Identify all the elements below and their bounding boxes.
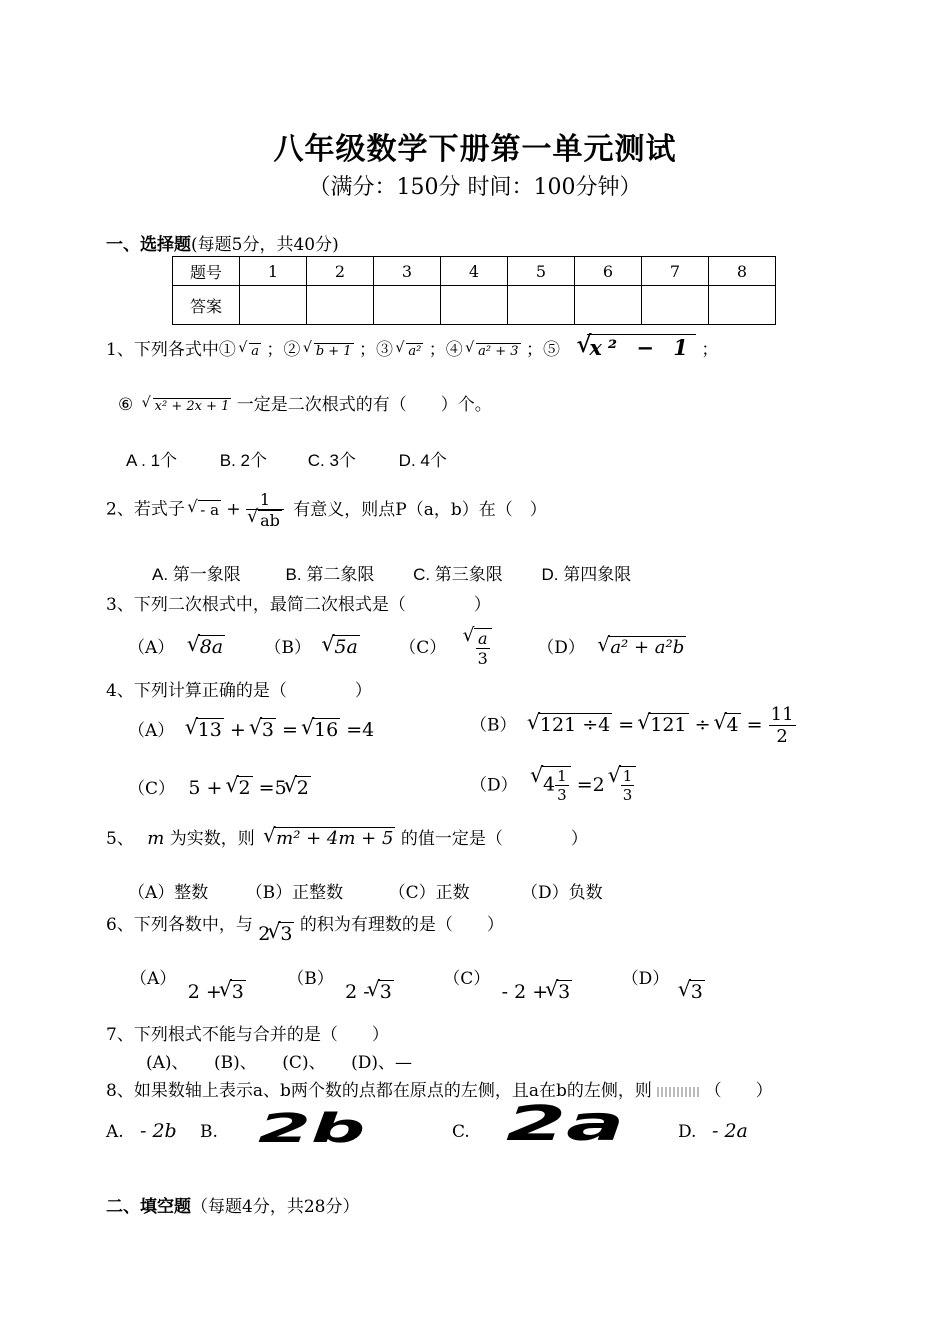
answer-table-number: 2	[307, 257, 374, 286]
q4-option-a-label: （A）	[128, 721, 175, 741]
q4-option-c-label: （C）	[128, 779, 176, 799]
q3-option-d-label[interactable]: （D）	[537, 638, 585, 658]
q1-lead: 1、下列各式中①	[106, 340, 236, 360]
question-8	[106, 1076, 773, 1101]
answer-cell[interactable]	[508, 286, 575, 325]
q2-option-a[interactable]: A. 第一象限	[152, 565, 241, 584]
answer-cell[interactable]	[240, 286, 307, 325]
q6-option-a	[188, 981, 246, 1003]
q4-d-radical1	[541, 766, 571, 804]
q5-option-d[interactable]: （D）负数	[521, 883, 603, 903]
q5-lead: 5、	[106, 829, 134, 849]
q4-option-c-expr	[180, 777, 310, 799]
q6-tail: 的积为有理数的是（ ）	[299, 915, 504, 935]
q4-b-frac	[769, 704, 796, 747]
q2-option-b[interactable]: B. 第二象限	[285, 565, 375, 584]
q1-sep: ；③	[358, 340, 393, 360]
q1-radical-1: √ a	[249, 343, 261, 359]
answer-cell[interactable]	[642, 286, 709, 325]
answer-table-number: 8	[709, 257, 776, 286]
q1-lead6: ⑥	[118, 395, 134, 415]
q8-paren: （ ）	[704, 1081, 773, 1101]
q4-b-r2: √ 121	[648, 713, 688, 736]
q4-b-r3: √ 4	[725, 713, 741, 736]
q2-fraction	[246, 490, 284, 530]
answer-cell[interactable]	[307, 286, 374, 325]
q6-a-rad: √ 3	[230, 980, 246, 1003]
question-6	[106, 910, 504, 945]
q8-option-c-label[interactable]: C.	[452, 1122, 470, 1142]
q4-b-den: 2	[776, 726, 788, 747]
q8-option-a: - 2b	[140, 1120, 177, 1142]
q2-plus: +	[226, 499, 241, 520]
q6-options	[130, 964, 705, 1003]
q1-radical-5: √ x² − 1	[587, 334, 696, 360]
question-4: 4、下列计算正确的是（ ）	[106, 681, 372, 701]
q4-c-r2: √ 2	[295, 776, 311, 799]
q4-b-r1: √ 121 ÷4	[538, 713, 612, 736]
q4-d-eq: =2	[576, 773, 605, 796]
answer-cell[interactable]	[709, 286, 776, 325]
q1-sep: ；	[701, 340, 719, 360]
q1-radical-3: √ a²	[406, 343, 423, 359]
q5-option-b[interactable]: （B）正整数	[245, 883, 344, 903]
q4-d-radical2	[619, 766, 637, 804]
q4-d-int: 4	[543, 773, 556, 796]
q6-option-d-label[interactable]: （D）	[621, 969, 670, 989]
q4-option-b-expr	[522, 704, 796, 747]
answer-cell[interactable]	[374, 286, 441, 325]
q4-a-res: =4	[346, 719, 375, 741]
answer-table-number: 3	[374, 257, 441, 286]
q3-option-c-label[interactable]: （C）	[399, 638, 447, 658]
q4-option-d-expr	[523, 767, 636, 804]
q4-d-frac2	[621, 767, 635, 804]
q3-option-c-num: √ a	[476, 629, 490, 649]
q6-factor	[258, 923, 294, 945]
q6-d-rad: √ 3	[689, 980, 705, 1003]
answer-table-row1-label: 题号	[173, 257, 240, 286]
q4-c-pre: 5 +	[188, 777, 223, 799]
answer-table-number: 1	[240, 257, 307, 286]
section1-heading: 一、选择题	[106, 235, 191, 255]
question-2	[106, 490, 547, 530]
q4-d-frac1	[555, 767, 569, 804]
q1-sep: ；②	[266, 340, 301, 360]
q1-option-d[interactable]: D. 4个	[398, 451, 447, 470]
q3-option-b-expr: 5a	[334, 636, 358, 658]
q2-option-d[interactable]: D. 第四象限	[541, 565, 632, 584]
question-1-line1	[106, 334, 718, 360]
q1-option-c[interactable]: C. 3个	[307, 451, 356, 470]
q3-option-a-expr: 8a	[199, 636, 224, 658]
section2-heading: 二、填空题	[106, 1197, 191, 1217]
q3-option-b	[332, 635, 359, 658]
q7-options[interactable]: (A)、 (B)、 (C)、 (D)、—	[146, 1053, 412, 1073]
q4-d-den2: 3	[622, 786, 633, 804]
q8-option-c: 2a	[506, 1096, 625, 1152]
q4-a-r1: √ 13	[196, 718, 224, 741]
q2-option-c[interactable]: C. 第三象限	[413, 565, 503, 584]
q6-option-a-label[interactable]: （A）	[130, 969, 177, 989]
q2-frac-num: 1	[246, 490, 284, 510]
q1-option-b[interactable]: B. 2个	[219, 451, 268, 470]
q5-radical: √ m² + 4m + 5	[274, 827, 395, 849]
q4-b-div: ÷	[694, 713, 711, 736]
q4-c-r1: √ 2	[237, 776, 253, 799]
q6-option-d	[681, 981, 705, 1003]
page-subtitle: （满分：150分 时间：100分钟）	[308, 175, 642, 200]
q6-coef: 2	[258, 923, 271, 945]
q1-tail: 一定是二次根式的有（ ）个。	[236, 395, 492, 415]
q4-d-den: 3	[557, 786, 567, 804]
answer-table	[172, 256, 776, 325]
answer-table-number: 7	[642, 257, 709, 286]
q5-mid: 为实数，则	[169, 829, 255, 849]
q8-option-b-label[interactable]: B.	[200, 1122, 218, 1142]
q6-c-rad: √ 3	[556, 980, 572, 1003]
q6-option-b-label[interactable]: （B）	[287, 969, 334, 989]
question-3: 3、下列二次根式中，最简二次根式是（ ）	[106, 595, 491, 615]
q6-option-c	[502, 981, 573, 1003]
section1-note: (每题5分，共40分)	[191, 235, 339, 255]
q4-a-r3: √ 16	[312, 718, 340, 741]
section2-note: （每题4分，共28分）	[191, 1197, 360, 1217]
q6-option-c-label[interactable]: （C）	[443, 969, 491, 989]
answer-cell[interactable]	[441, 286, 508, 325]
q2-frac-den-wrap	[246, 510, 284, 530]
q4-option-a-expr	[180, 719, 375, 741]
q8-option-a-label[interactable]: A.	[106, 1122, 124, 1142]
q4-c-eq: =5	[258, 777, 287, 799]
q1-sep: ；④	[428, 340, 463, 360]
q5-options	[128, 878, 603, 903]
q1-radical-6: √ x² + 2x + 1	[153, 398, 232, 414]
q4-a-op: +	[229, 719, 246, 741]
q4-b-eq: =	[618, 713, 635, 736]
q3-option-c	[474, 628, 492, 668]
q3-option-b-label[interactable]: （B）	[264, 638, 312, 658]
answer-table-number: 4	[441, 257, 508, 286]
q5-tail: 的值一定是（ ）	[400, 829, 588, 849]
q4-d-num2: √ 1	[622, 767, 633, 785]
q1-sep: ；⑤	[525, 340, 560, 360]
q3-option-a	[198, 635, 225, 658]
question-1-line2	[118, 390, 492, 415]
question-5	[106, 824, 588, 849]
q3-option-c-frac	[476, 629, 490, 668]
q4-option-c[interactable]	[128, 774, 311, 799]
q8-expression-image	[657, 1087, 699, 1097]
q6-option-b	[345, 981, 394, 1003]
q4-option-b-label: （B）	[470, 715, 517, 736]
q1-radical-4: √ a² + 3	[476, 343, 520, 359]
question-7: 7、下列根式不能与合并的是（ ）	[106, 1025, 389, 1045]
q4-a-r2: √ 3	[260, 718, 276, 741]
section1-header	[106, 230, 339, 255]
q8-option-d-label[interactable]: D.	[678, 1122, 697, 1142]
q8-option-b: 2b	[258, 1106, 366, 1152]
q3-option-d: √ a² + a²b	[608, 636, 686, 658]
q2-lead: 2、若式子	[106, 499, 185, 520]
answer-table-row2-label: 答案	[173, 286, 240, 325]
q6-lead: 6、下列各数中，与	[106, 915, 253, 935]
q2-options	[152, 560, 631, 585]
q8-text: 8、如果数轴上表示a、b两个数的点都在原点的左侧，且a在b的左侧，则	[106, 1081, 652, 1101]
q6-a-pre: 2 +	[187, 981, 222, 1003]
q2-tail: 有意义，则点P（a，b）在（ ）	[293, 499, 547, 520]
q1-options	[126, 446, 447, 471]
page-title: 八年级数学下册第一单元测试	[273, 132, 677, 167]
q6-b-rad: √ 3	[378, 980, 394, 1003]
q6-rad: √ 3	[278, 922, 294, 945]
q4-option-d-label: （D）	[470, 775, 518, 796]
q8-option-d: - 2a	[712, 1120, 748, 1142]
q2-radical-a: √ - a	[198, 500, 221, 519]
section2-header	[106, 1192, 359, 1217]
q1-radical-2: √ b + 1	[314, 343, 354, 359]
answer-table-number: 5	[508, 257, 575, 286]
q3-option-c-den: 3	[477, 649, 488, 668]
q2-frac-den: √ ab	[258, 510, 282, 530]
q8-options	[106, 1096, 806, 1158]
q4-b-num: 11	[770, 704, 794, 725]
q5-var: m	[147, 828, 165, 849]
q1-option-a[interactable]: A . 1个	[126, 451, 178, 470]
q3-options	[128, 628, 686, 668]
q5-option-a[interactable]: （A）整数	[128, 883, 209, 903]
q4-a-eq: =	[282, 719, 298, 741]
q4-option-a[interactable]	[128, 716, 374, 741]
q4-d-num: 1	[557, 767, 567, 785]
answer-cell[interactable]	[575, 286, 642, 325]
answer-table-number: 6	[575, 257, 642, 286]
q6-b-pre: 2 -	[345, 981, 370, 1003]
q4-b-eq2: =	[746, 713, 763, 736]
q5-option-c[interactable]: （C）正数	[388, 883, 470, 903]
q4-option-b[interactable]	[470, 704, 796, 747]
q3-option-a-label[interactable]: （A）	[128, 638, 175, 658]
q4-option-d[interactable]	[470, 766, 636, 804]
q6-c-pre: - 2 +	[501, 981, 549, 1003]
